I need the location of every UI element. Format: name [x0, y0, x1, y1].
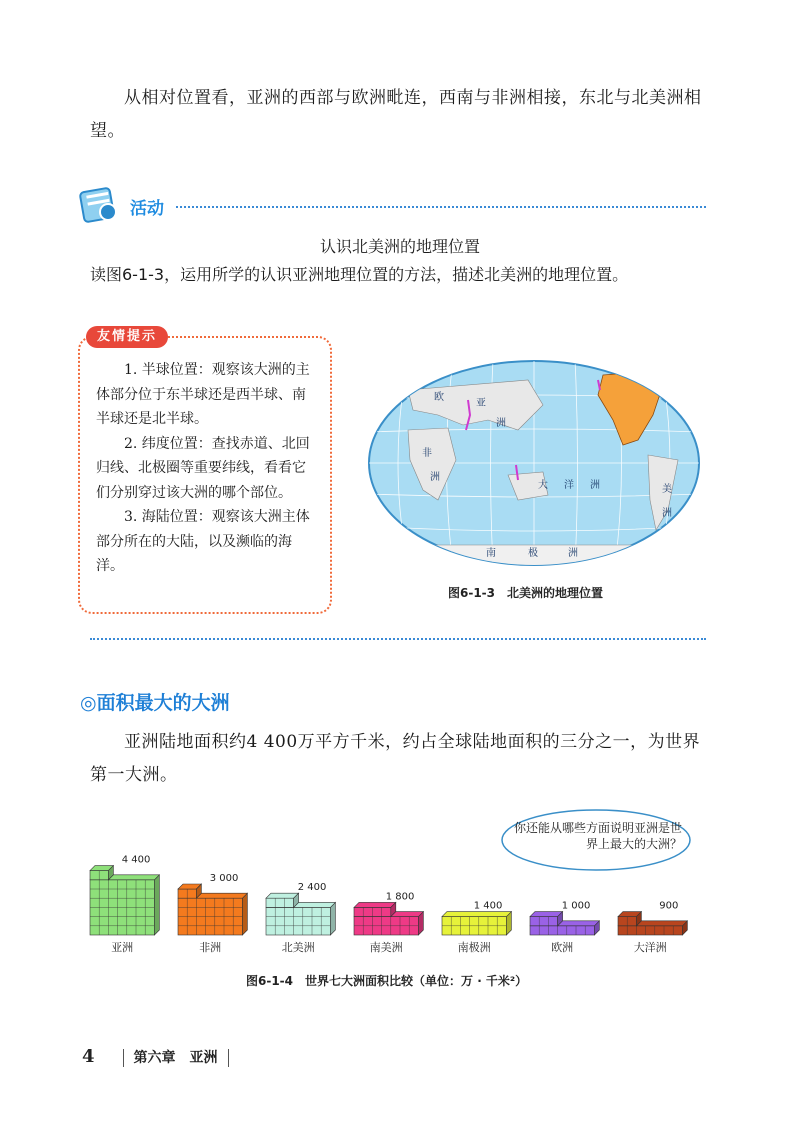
tips-text	[96, 358, 318, 579]
intro-paragraph	[90, 82, 710, 148]
activity-body: 读图6-1-3，运用所学的认识亚洲地理位置的方法，描述北美洲的地理位置。	[90, 265, 629, 284]
map-label-zhou3: 洲	[590, 480, 600, 491]
bar-3	[266, 893, 335, 935]
activity-label: 活动	[130, 199, 164, 219]
map-label-ya: 亚	[476, 398, 486, 409]
world-map	[368, 360, 700, 566]
continent-area-chart	[80, 805, 720, 965]
chapter-label: 第六章 亚洲	[133, 1050, 218, 1066]
category-label-5: 南极洲	[457, 941, 491, 954]
chart-caption: 图6-1-4 世界七大洲面积比较（单位：万 · 千米²）	[246, 974, 528, 988]
bar-1	[90, 866, 159, 935]
section-paragraph	[90, 726, 710, 792]
map-label-ji: 极	[528, 548, 538, 559]
bar-7	[618, 912, 687, 935]
tip-item-3: 3. 海陆位置：观察该大洲主体部分所在的大陆，以及濒临的海洋。	[96, 509, 310, 574]
section-title: ◎面积最大的大洲	[80, 692, 230, 714]
map-label-da: 大	[538, 480, 548, 491]
map-caption: 图6-1-3 北美洲的地理位置	[448, 586, 604, 600]
tips-badge: 友情提示	[86, 326, 168, 348]
tip-item-1: 1. 半球位置：观察该大洲的主体部分位于东半球还是西半球、南半球还是北半球。	[96, 362, 310, 427]
activity-divider-top	[176, 206, 706, 208]
footer-divider	[123, 1049, 124, 1067]
thought-bubble-text: 你还能从哪些方面说明亚洲是世界上最大的大洲？	[513, 821, 682, 851]
map-label-ou: 欧	[434, 392, 444, 403]
page-footer	[82, 1046, 239, 1067]
bar-value-label-2: 3 000	[209, 873, 239, 884]
bar-6	[530, 912, 599, 935]
category-label-3: 北美洲	[281, 941, 315, 954]
activity-icon	[78, 184, 126, 226]
bar-2	[178, 884, 247, 935]
bar-4	[354, 902, 423, 935]
tip-item-2: 2. 纬度位置：查找赤道、北回归线、北极圈等重要纬线，看看它们分别穿过该大洲的哪个部位。	[96, 435, 310, 501]
bar-value-label-5: 1 400	[473, 900, 503, 912]
category-label-1: 亚洲	[111, 941, 134, 954]
antarctica-shape	[418, 545, 658, 566]
category-label-7: 大洋洲	[633, 941, 667, 954]
bar-5	[442, 912, 511, 935]
bar-value-label-3: 2 400	[297, 882, 327, 894]
map-label-fei: 非	[422, 448, 432, 459]
bar-value-label-4: 1 800	[385, 891, 415, 903]
map-label-zhou5: 洲	[662, 508, 672, 519]
intro-text: 从相对位置看，亚洲的西部与欧洲毗连，西南与非洲相接，东北与北美洲相望。	[90, 88, 702, 141]
map-label-nan: 南	[486, 548, 496, 559]
map-label-zhou1: 洲	[496, 418, 506, 429]
bar-value-label-1: 4 400	[121, 854, 151, 866]
map-label-zhou2: 洲	[430, 472, 440, 483]
activity-title: 认识北美洲的地理位置	[319, 237, 480, 256]
page-number: 4	[82, 1046, 95, 1067]
category-label-2: 非洲	[199, 941, 222, 954]
map-label-zhou4: 洲	[568, 548, 578, 559]
bar-value-label-6: 1 000	[561, 900, 591, 912]
category-label-6: 欧洲	[551, 941, 574, 954]
map-label-mei: 美	[662, 484, 672, 495]
map-label-yang: 洋	[564, 480, 574, 491]
activity-divider-bottom	[90, 638, 706, 640]
section-text: 亚洲陆地面积约4 400万平方千米，约占全球陆地面积的三分之一，为世界第一大洲。	[90, 732, 701, 785]
category-label-4: 南美洲	[369, 941, 403, 954]
bar-value-label-7: 900	[659, 900, 679, 912]
